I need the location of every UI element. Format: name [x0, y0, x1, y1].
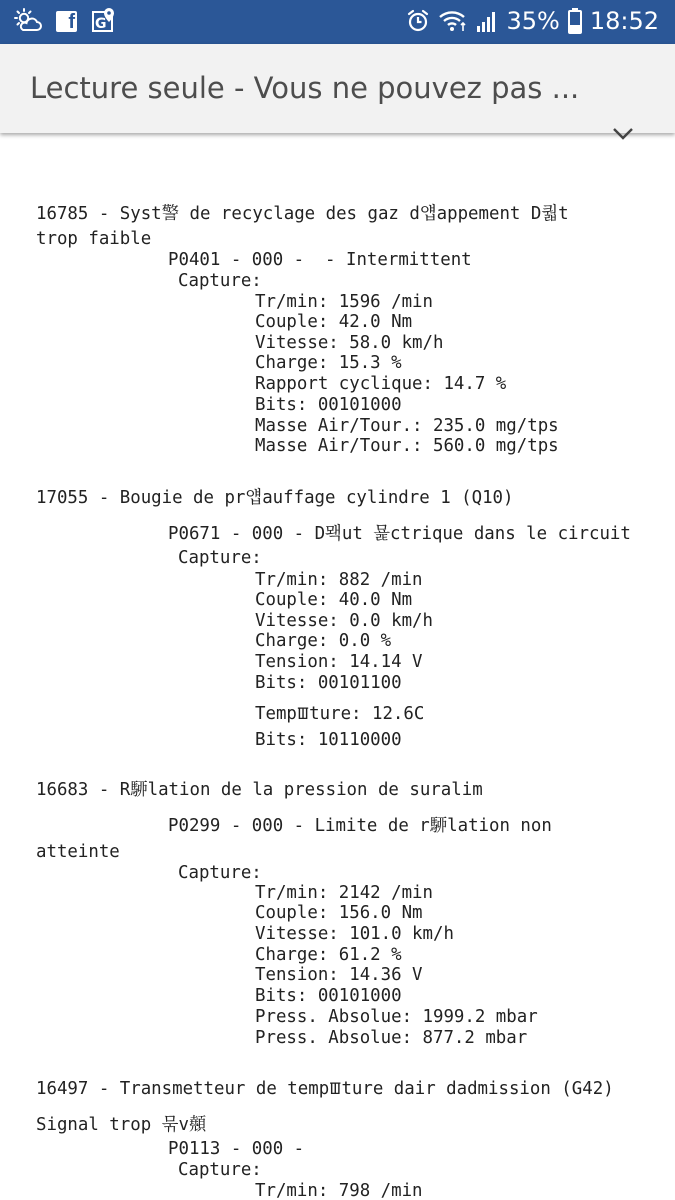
facebook-icon: f: [56, 11, 77, 32]
status-bar: [0, 0, 675, 44]
capture-value: Tr/min: 798 /min: [255, 1181, 423, 1200]
fault-code: P0113 - 000 -: [168, 1139, 305, 1159]
app-bar: [0, 44, 675, 133]
capture-label: Capture:: [178, 1160, 262, 1180]
capture-value: Bits: 00101100: [255, 673, 402, 693]
capture-value: Tr/min: 1596 /min: [255, 292, 433, 312]
fault-code-continued: atteinte: [36, 842, 120, 862]
capture-value: Rapport cyclique: 14.7 %: [255, 374, 507, 394]
capture-value: Couple: 42.0 Nm: [255, 312, 413, 332]
capture-value: Tension: 14.14 V: [255, 652, 423, 672]
capture-value: Bits: 10110000: [255, 730, 402, 750]
weather-icon: [14, 8, 42, 34]
capture-value: Couple: 40.0 Nm: [255, 590, 413, 610]
wifi-icon: [438, 9, 468, 33]
fault-code: P0299 - 000 - Limite de r駵lation non: [168, 816, 552, 836]
alarm-icon: [406, 9, 430, 33]
capture-value: Press. Absolue: 877.2 mbar: [255, 1028, 528, 1048]
battery-percent: 35%: [506, 7, 560, 35]
notification-icons: [14, 6, 115, 36]
capture-value: Tr/min: 2142 /min: [255, 883, 433, 903]
fault-subtitle: Signal trop 묶v顤: [36, 1115, 207, 1135]
capture-label: Capture:: [178, 548, 262, 568]
capture-value: Tr/min: 882 /min: [255, 570, 423, 590]
capture-value: Masse Air/Tour.: 560.0 mg/tps: [255, 436, 559, 456]
capture-value: Tempꯡture: 12.6C: [255, 704, 425, 724]
capture-value: Vitesse: 101.0 km/h: [255, 924, 454, 944]
capture-label: Capture:: [178, 271, 262, 291]
fault-code: P0671 - 000 - D뫡ut 묥ctrique dans le circuit: [168, 524, 631, 544]
battery-icon: [568, 8, 582, 34]
capture-value: Couple: 156.0 Nm: [255, 903, 423, 923]
capture-value: Vitesse: 58.0 km/h: [255, 333, 444, 353]
fault-title: 16683 - R駵lation de la pression de suralim: [36, 780, 483, 800]
fault-code: P0401 - 000 - - Intermittent: [168, 250, 472, 270]
capture-value: Press. Absolue: 1999.2 mbar: [255, 1007, 538, 1027]
capture-value: Bits: 00101000: [255, 986, 402, 1006]
capture-value: Tension: 14.36 V: [255, 965, 423, 985]
capture-value: Charge: 61.2 %: [255, 945, 402, 965]
capture-label: Capture:: [178, 863, 262, 883]
capture-value: Charge: 0.0 %: [255, 631, 392, 651]
clock: 18:52: [589, 7, 659, 35]
page-title: Lecture seule - Vous ne pouvez pas ...: [30, 71, 580, 105]
capture-value: Vitesse: 0.0 km/h: [255, 611, 433, 631]
svg-text:G: G: [95, 16, 107, 32]
signal-icon: [476, 9, 498, 33]
fault-title: 17055 - Bougie de pr얩auffage cylindre 1 (Q10): [36, 488, 514, 508]
capture-value: Masse Air/Tour.: 235.0 mg/tps: [255, 416, 559, 436]
system-icons: [406, 6, 659, 36]
fault-title: 16785 - Syst警 de recyclage des gaz d얩appement D퀇t: [36, 204, 569, 224]
fault-title: 16497 - Transmetteur de tempꯡture dair dadmission (G42): [36, 1079, 614, 1099]
capture-value: Bits: 00101000: [255, 395, 402, 415]
capture-value: Charge: 15.3 %: [255, 353, 402, 373]
fault-title-continued: trop faible: [36, 229, 152, 249]
maps-icon: [91, 8, 115, 34]
document-body: [0, 133, 675, 1200]
